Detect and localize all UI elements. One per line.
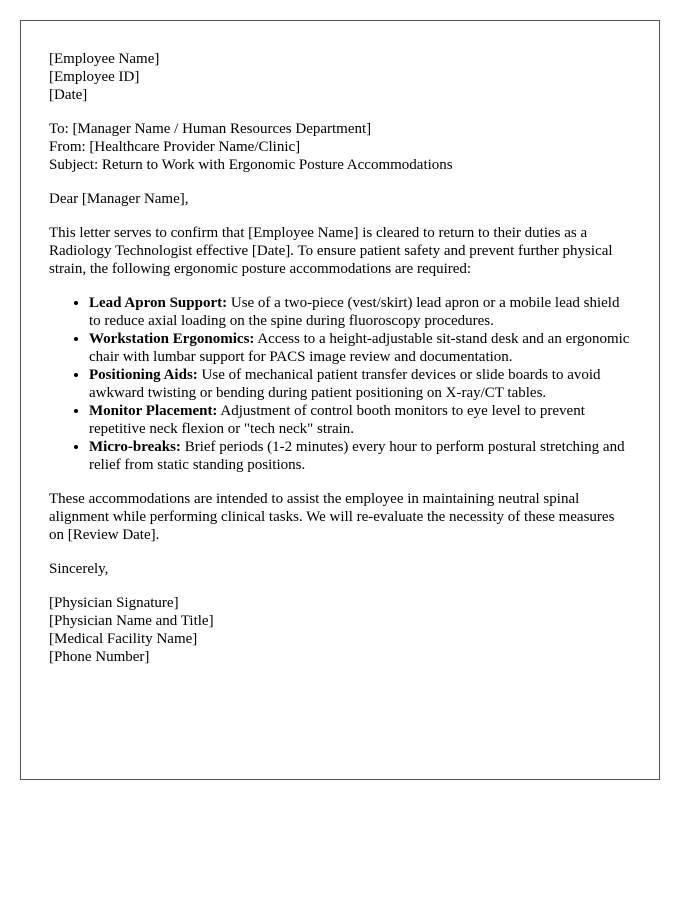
physician-signature: [Physician Signature] — [49, 595, 179, 611]
physician-name-title: [Physician Name and Title] — [49, 613, 214, 629]
facility-name: [Medical Facility Name] — [49, 631, 198, 647]
closing-paragraph: These accommodations are intended to assist the employee in maintaining neutral spinal alignment while performing clinical tasks. We will re-evaluate the necessity of these measures on [Review Date]. — [49, 491, 615, 543]
sender-block — [49, 50, 631, 104]
salutation: Dear [Manager Name], — [49, 191, 189, 207]
list-item — [89, 330, 631, 366]
item-title: Monitor Placement: — [89, 403, 218, 419]
phone-number: [Phone Number] — [49, 649, 150, 665]
item-title: Positioning Aids: — [89, 367, 198, 383]
to-line: To: [Manager Name / Human Resources Department] — [49, 121, 372, 137]
signature-block — [49, 594, 631, 666]
letter-page — [20, 20, 660, 780]
item-title: Workstation Ergonomics: — [89, 331, 255, 347]
item-text: Use of a two-piece (vest/skirt) lead apron or a mobile lead shield to reduce axial loading on the spine during fluoroscopy procedures. — [89, 295, 620, 329]
list-item — [89, 294, 631, 330]
valediction: Sincerely, — [49, 561, 109, 577]
item-title: Lead Apron Support: — [89, 295, 228, 311]
subject-line: Subject: Return to Work with Ergonomic Posture Accommodations — [49, 157, 453, 173]
letter-date: [Date] — [49, 87, 88, 103]
intro-paragraph: This letter serves to confirm that [Employee Name] is cleared to return to their duties as a Radiology Technologist effective [Date]. To ensure patient safety and prevent further physical strain, the following ergonomic posture accommodations are required: — [49, 225, 613, 277]
from-line: From: [Healthcare Provider Name/Clinic] — [49, 139, 301, 155]
header-block — [49, 120, 631, 174]
employee-name: [Employee Name] — [49, 51, 160, 67]
item-text: Brief periods (1-2 minutes) every hour to perform postural stretching and relief from static standing positions. — [89, 439, 625, 473]
item-text: Use of mechanical patient transfer devices or slide boards to avoid awkward twisting or bending during patient positioning on X-ray/CT tables. — [89, 367, 601, 401]
accommodations-list — [49, 294, 631, 474]
employee-id: [Employee ID] — [49, 69, 140, 85]
list-item — [89, 438, 631, 474]
item-text: Adjustment of control booth monitors to eye level to prevent repetitive neck flexion or "tech neck" strain. — [89, 403, 585, 437]
item-text: Access to a height-adjustable sit-stand desk and an ergonomic chair with lumbar support for PACS image review and documentation. — [89, 331, 630, 365]
list-item — [89, 402, 631, 438]
list-item — [89, 366, 631, 402]
item-title: Micro-breaks: — [89, 439, 181, 455]
